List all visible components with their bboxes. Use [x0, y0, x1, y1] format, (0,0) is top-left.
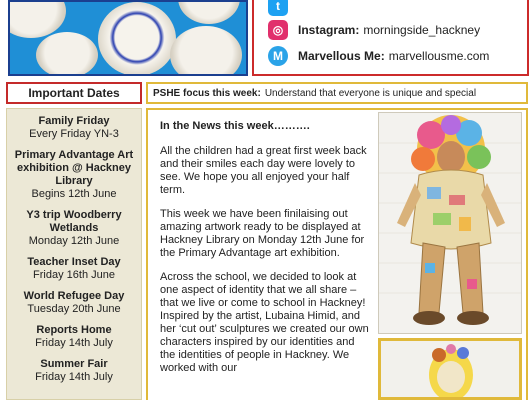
event-title: Reports Home — [36, 324, 112, 336]
marvellous-me-label: Marvellous Me: — [298, 49, 385, 63]
bowls-photo — [8, 0, 248, 76]
event-date: Friday 14th July — [35, 371, 113, 383]
social-links-box — [252, 0, 529, 76]
event-title: Teacher Inset Day — [27, 256, 121, 268]
artwork-photo-head — [378, 338, 522, 400]
article-paragraph: All the children had a great first week back and their smiles each day were lovely to see. We hope you all enjoyed your half term. — [160, 145, 367, 196]
event-date: Begins 12th June — [31, 188, 117, 200]
event-item — [7, 358, 141, 384]
event-date: Friday 16th June — [33, 269, 115, 281]
article-title: In the News this week………. — [160, 120, 310, 132]
article-body — [160, 120, 372, 386]
marvellous-me-link[interactable]: marvellousme.com — [388, 49, 490, 63]
pshe-label: PSHE focus this week: — [153, 87, 261, 99]
event-date: Friday 14th July — [35, 337, 113, 349]
event-item — [7, 256, 141, 282]
important-dates-panel — [6, 108, 142, 400]
event-item — [7, 324, 141, 350]
artwork-figure-illustration — [379, 113, 522, 334]
marvellous-me-icon: M — [268, 46, 288, 66]
event-item — [7, 149, 141, 201]
article-paragraph: This week we have been finilaising out amazing artwork ready to be displayed at Hackney Library on Monday 12th June for the Primary Advantage art exhibition. — [160, 208, 365, 259]
event-title: Primary Advantage Art exhibition @ Hackney Library — [14, 149, 134, 187]
event-title: World Refugee Day — [23, 290, 125, 302]
event-title: Y3 trip Woodberry Wetlands — [26, 209, 122, 234]
twitter-row — [268, 0, 298, 16]
pshe-focus-bar — [146, 82, 528, 104]
event-date: Monday 12th June — [28, 235, 120, 247]
event-title: Family Friday — [38, 115, 110, 127]
event-date: Tuesday 20th June — [27, 303, 121, 315]
event-title: Summer Fair — [40, 358, 108, 370]
instagram-icon: ◎ — [268, 20, 288, 40]
artwork-head-illustration — [381, 341, 519, 397]
important-dates-header: Important Dates — [6, 82, 142, 104]
event-date: Every Friday YN-3 — [29, 128, 119, 140]
pshe-text: Understand that everyone is unique and special — [264, 87, 477, 99]
event-item — [7, 290, 141, 316]
event-item — [7, 115, 141, 141]
instagram-handle[interactable]: morningside_hackney — [363, 23, 481, 37]
artwork-photo-figure — [378, 112, 522, 334]
instagram-row[interactable] — [268, 20, 480, 40]
twitter-icon: t — [268, 0, 288, 16]
article-paragraph: Across the school, we decided to look at one aspect of identity that we all share – that we live or come to school in Hackney! Inspired by the artist, Lubaina Himid, and her ‘cut out’ sculptures we created our own characters inspired by our identities and the identities of people in Hackney. We worked with our — [160, 271, 369, 374]
instagram-label: Instagram: — [298, 23, 360, 37]
event-item — [7, 209, 141, 248]
marvellous-me-row[interactable] — [268, 46, 489, 66]
